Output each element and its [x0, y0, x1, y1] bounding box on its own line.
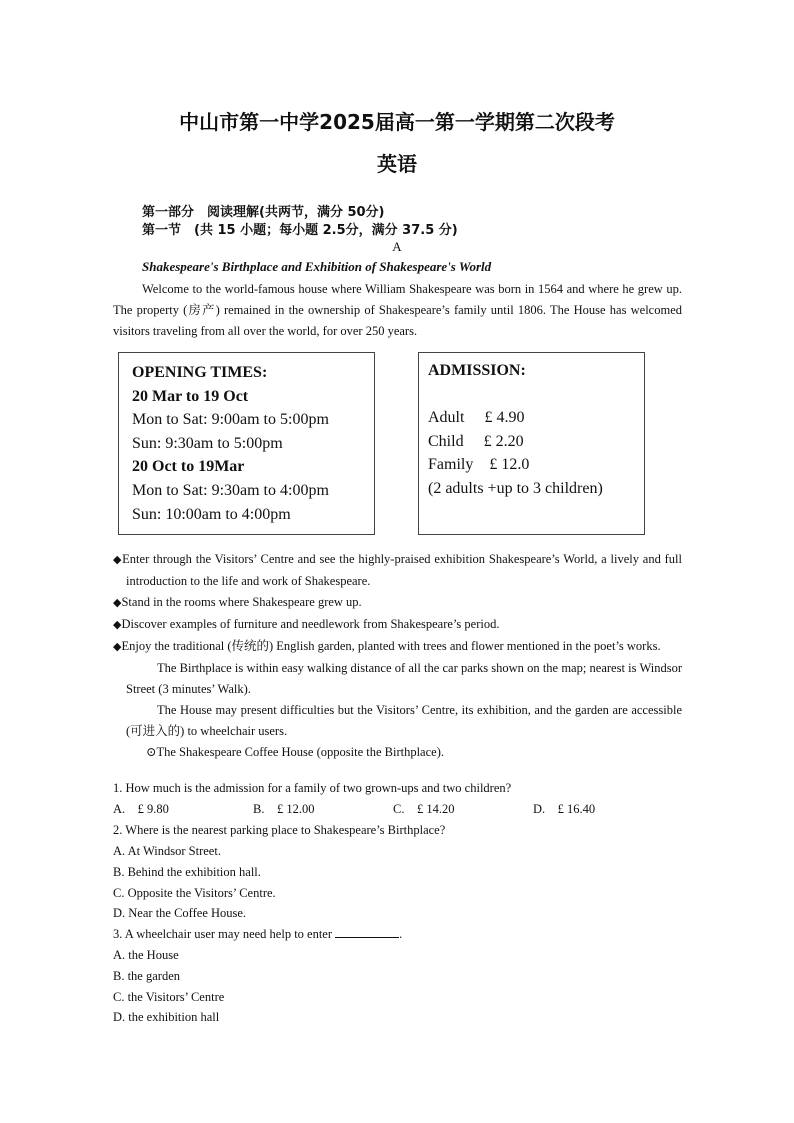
admission-adult: Adult £ 4.90 — [428, 409, 525, 427]
period1-weekday-hours: Mon to Sat: 9:00am to 5:00pm — [132, 411, 329, 429]
diamond-bullet-icon: ◆ — [113, 597, 122, 609]
admission-child: Child £ 2.20 — [428, 432, 524, 450]
admission-family: Family £ 12.0 — [428, 456, 530, 474]
admission-note: (2 adults +up to 3 children) — [428, 479, 603, 497]
list-item: ◆Enjoy the traditional (传统的) English garden, planted with trees and flower mentioned in the poet’s works. — [113, 639, 661, 653]
question-2-option-d: D. Near the Coffee House. — [113, 906, 247, 920]
list-item: ◆Discover examples of furniture and needlework from Shakespeare’s period. — [113, 617, 500, 631]
question-3-option-d: D. the exhibition hall — [113, 1010, 220, 1024]
question-2-option-b: B. Behind the exhibition hall. — [113, 865, 261, 879]
list-item: ◆Stand in the rooms where Shakespeare grew up. — [113, 595, 362, 609]
diamond-bullet-icon: ◆ — [113, 641, 122, 653]
period1-dates: 20 Mar to 19 Oct — [132, 387, 249, 405]
question-3-option-c: C. the Visitors’ Centre — [113, 990, 225, 1004]
passage-letter: A — [392, 239, 402, 254]
intro-paragraph: Welcome to the world-famous house where William Shakespeare was born in 1564 and where he grew up. The property (房产) remained in the ownership of Shakespeare’s family until 1806. The House has welcomed visitors traveling from all over the world, for over 250 years. — [113, 282, 682, 338]
opening-times-box — [118, 352, 375, 535]
question-2-option-c: C. Opposite the Visitors’ Centre. — [113, 886, 276, 900]
question-2-option-a: A. At Windsor Street. — [113, 844, 221, 858]
question-1-option-d: D. £ 16.40 — [533, 802, 596, 816]
passage-title: Shakespeare's Birthplace and Exhibition of Shakespeare's World — [142, 259, 492, 274]
admission-spacer — [428, 383, 635, 407]
answer-blank — [335, 925, 399, 938]
period2-dates: 20 Oct to 19Mar — [132, 458, 245, 476]
diamond-bullet-icon: ◆ — [113, 619, 122, 631]
period1-sunday-hours: Sun: 9:30am to 5:00pm — [132, 434, 283, 452]
exam-title: 中山市第一中学2025届高一第一学期第二次段考 — [179, 110, 615, 134]
diamond-bullet-icon: ◆ — [113, 554, 123, 566]
question-3-option-b: B. the garden — [113, 969, 180, 983]
admission-box — [418, 352, 645, 535]
question-1-stem: 1. How much is the admission for a family of two grown-ups and two children? — [113, 781, 512, 795]
coffee-note: ⊙The Shakespeare Coffee House (opposite the Birthplace). — [146, 745, 444, 759]
question-1-option-a: A. £ 9.80 — [113, 802, 169, 816]
period2-weekday-hours: Mon to Sat: 9:30am to 4:00pm — [132, 481, 329, 499]
subject-title: 英语 — [377, 152, 417, 176]
list-item: ◆Enter through the Visitors’ Centre and see the highly-praised exhibition Shakespeare’s World, a lively and full introduction to the life and work of Shakespeare. — [113, 552, 682, 588]
opening-times-heading: OPENING TIMES: — [132, 364, 268, 381]
admission-heading: ADMISSION: — [428, 362, 526, 379]
question-3-stem: 3. A wheelchair user may need help to enter . — [113, 927, 403, 941]
question-1-option-c: C. £ 14.20 — [393, 802, 455, 816]
section-heading: 第一节 (共 15 小题；每小题 2.5分，满分 37.5 分) — [142, 223, 458, 238]
question-2-stem: 2. Where is the nearest parking place to Shakespeare’s Birthplace? — [113, 823, 446, 837]
question-3-option-a: A. the House — [113, 948, 179, 962]
period2-sunday-hours: Sun: 10:00am to 4:00pm — [132, 505, 291, 523]
bullet-list — [113, 549, 682, 763]
part-heading: 第一部分 阅读理解(共两节，满分 50分) — [142, 205, 385, 220]
parking-note: The Birthplace is within easy walking distance of all the car parks shown on the map; nearest is Windsor Street (3 minutes’ Walk). — [126, 661, 682, 696]
question-1-option-b: B. £ 12.00 — [253, 802, 315, 816]
access-note: The House may present difficulties but the Visitors’ Centre, its exhibition, and the garden are accessible (可进入的) to wheelchair users. — [126, 703, 682, 738]
